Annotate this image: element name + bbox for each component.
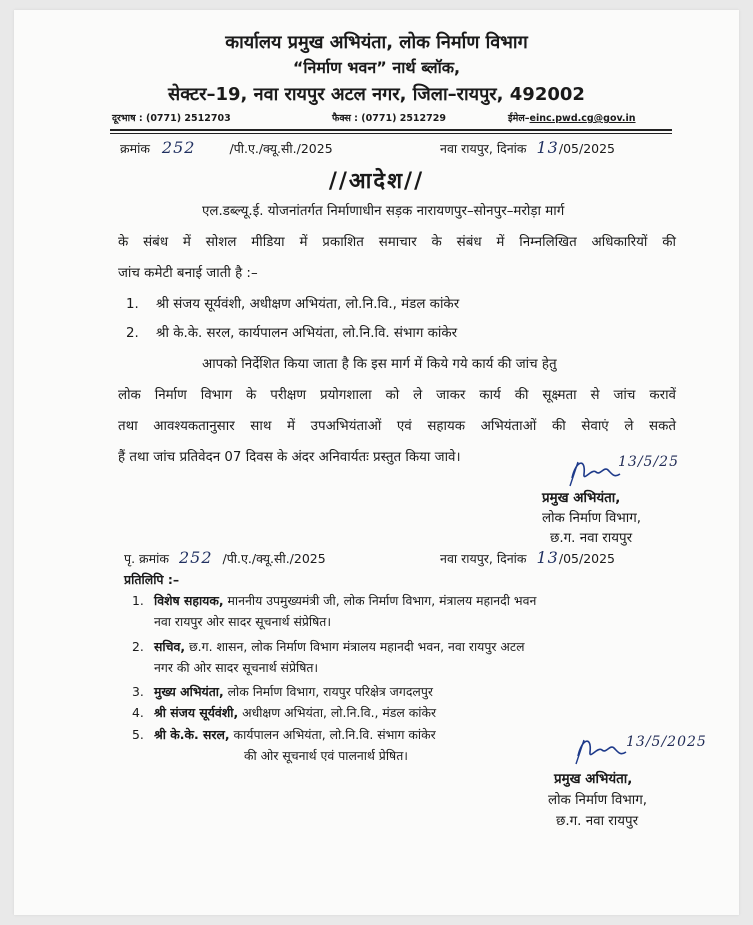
copy-item-3 (132, 683, 677, 700)
fax-number: फैक्स : (0771) 2512729 (332, 113, 446, 124)
copy-item-4-rest: अधीक्षण अभियंता, लो.नि.वि., मंडल कांकेर (238, 705, 437, 720)
copy-item-2-num: 2. (132, 639, 144, 654)
endorsement-ref-suffix: /पी.ए./क्यू.सी./2025 (222, 551, 326, 566)
para2-line-2: लोक निर्माण विभाग के परीक्षण प्रयोगशाला को ले जाकर कार्य की सूक्ष्मता से जांच करावें (118, 388, 676, 403)
para1-line-2: के संबंध में सोशल मीडिया में प्रकाशित समाचार के संबंध में निम्नलिखित अधिकारियों की (118, 235, 676, 250)
copy-item-1 (132, 592, 677, 630)
copy-item-5-num: 5. (132, 727, 144, 742)
endorsement-date-label: नवा रायपुर, दिनांक (440, 551, 527, 566)
copy-item-5-line2: की ओर सूचनार्थ एवं पालनार्थ प्रेषित। (244, 748, 408, 763)
endorsement-ref-number: 252 (178, 548, 213, 567)
para1-line-3: जांच कमेटी बनाई जाती है :– (118, 266, 258, 281)
order-ref-line (120, 138, 333, 157)
copy-item-3-bold: मुख्य अभियंता, (154, 684, 224, 699)
copy-item-1-rest: माननीय उपमुख्यमंत्री जी, लोक निर्माण विभाग, मंत्रालय महानदी भवन (223, 593, 537, 608)
endorsement-ref-label: पृ. क्रमांक (124, 551, 169, 566)
member-2-num: 2. (126, 326, 139, 341)
order-month-year: /05/2025 (558, 141, 615, 156)
endorsement-day: 13 (536, 548, 559, 567)
signature-2-date: 13/5/2025 (626, 734, 707, 750)
email-address: einc.pwd.cg@gov.in (529, 113, 636, 124)
signatory-2-place: छ.ग. नवा रायपुर (556, 814, 639, 829)
copy-item-4-num: 4. (132, 705, 144, 720)
signatory-2-title: प्रमुख अभियंता, (554, 772, 633, 787)
endorsement-month-year: /05/2025 (558, 551, 615, 566)
phone-number: दूरभाष : (0771) 2512703 (112, 113, 231, 124)
copy-item-3-num: 3. (132, 684, 144, 699)
order-title: //आदेश// (328, 169, 425, 194)
signatory-1-title: प्रमुख अभियंता, (542, 491, 621, 506)
signatory-1-dept: लोक निर्माण विभाग, (542, 511, 641, 526)
order-ref-number: 252 (161, 138, 196, 157)
member-1-text: श्री संजय सूर्यवंशी, अधीक्षण अभियंता, लो.नि.वि., मंडल कांकेर (156, 297, 460, 312)
copy-item-1-num: 1. (132, 593, 144, 608)
para2-line-4: हैं तथा जांच प्रतिवेदन 07 दिवस के अंदर अनिवार्यतः प्रस्तुत किया जावे। (118, 450, 461, 465)
para1-line-1: एल.डब्ल्यू.ई. योजनांतर्गत निर्माणाधीन सड़क नारायणपुर–सोनपुर–मरोड़ा मार्ग (202, 204, 565, 219)
member-2 (126, 323, 457, 341)
copy-item-5-bold: श्री के.के. सरल, (154, 727, 230, 742)
signature-1-date: 13/5/25 (618, 454, 679, 470)
copy-item-4-bold: श्री संजय सूर्यवंशी, (154, 705, 239, 720)
para2-line-1: आपको निर्देशित किया जाता है कि इस मार्ग में किये गये कार्य की जांच हेतु (202, 357, 557, 372)
endorsement-ref-line (124, 548, 326, 567)
member-2-text: श्री के.के. सरल, कार्यपालन अभियंता, लो.नि.वि. संभाग कांकेर (156, 326, 458, 341)
office-address: सेक्टर–19, नवा रायपुर अटल नगर, जिला–रायपुर, 492002 (168, 84, 585, 105)
copy-item-5-rest: कार्यपालन अभियंता, लो.नि.वि. संभाग कांकेर (229, 727, 436, 742)
office-title: कार्यालय प्रमुख अभियंता, लोक निर्माण विभाग (225, 32, 528, 53)
signatory-1-place: छ.ग. नवा रायपुर (550, 531, 633, 546)
header-rule-thin (110, 133, 672, 134)
copy-item-2 (132, 638, 677, 676)
building-name: “निर्माण भवन” नार्थ ब्लॉक, (292, 58, 461, 77)
copy-item-1-line2: नवा रायपुर ओर सादर सूचनार्थ संप्रेषित। (154, 614, 332, 629)
order-date-label: नवा रायपुर, दिनांक (440, 141, 527, 156)
order-date-line (440, 138, 615, 157)
copy-item-3-rest: लोक निर्माण विभाग, रायपुर परिक्षेत्र जगदलपुर (223, 684, 433, 699)
copy-label: प्रतिलिपि :– (124, 572, 180, 587)
email-label: ईमेल– (508, 113, 530, 124)
para2-line-3: तथा आवश्यकतानुसार साथ में उपअभियंताओं एवं सहायक अभियंताओं की सेवाएं ले सकते (118, 419, 676, 434)
order-ref-suffix: /पी.ए./क्यू.सी./2025 (229, 141, 333, 156)
copy-item-2-line2: नगर की ओर सादर सूचनार्थ संप्रेषित। (154, 660, 319, 675)
header-rule (110, 129, 672, 131)
copy-item-4 (132, 704, 677, 721)
copy-item-2-bold: सचिव, (154, 639, 186, 654)
member-1 (126, 294, 459, 312)
email-block (508, 111, 636, 124)
order-day: 13 (536, 138, 559, 157)
document-page (14, 10, 739, 915)
copy-item-2-rest: छ.ग. शासन, लोक निर्माण विभाग मंत्रालय महानदी भवन, नवा रायपुर अटल (185, 639, 525, 654)
signatory-2-dept: लोक निर्माण विभाग, (548, 793, 647, 808)
order-ref-label: क्रमांक (120, 141, 150, 156)
member-1-num: 1. (126, 297, 139, 312)
endorsement-date-line (440, 548, 615, 567)
copy-item-1-bold: विशेष सहायक, (154, 593, 224, 608)
